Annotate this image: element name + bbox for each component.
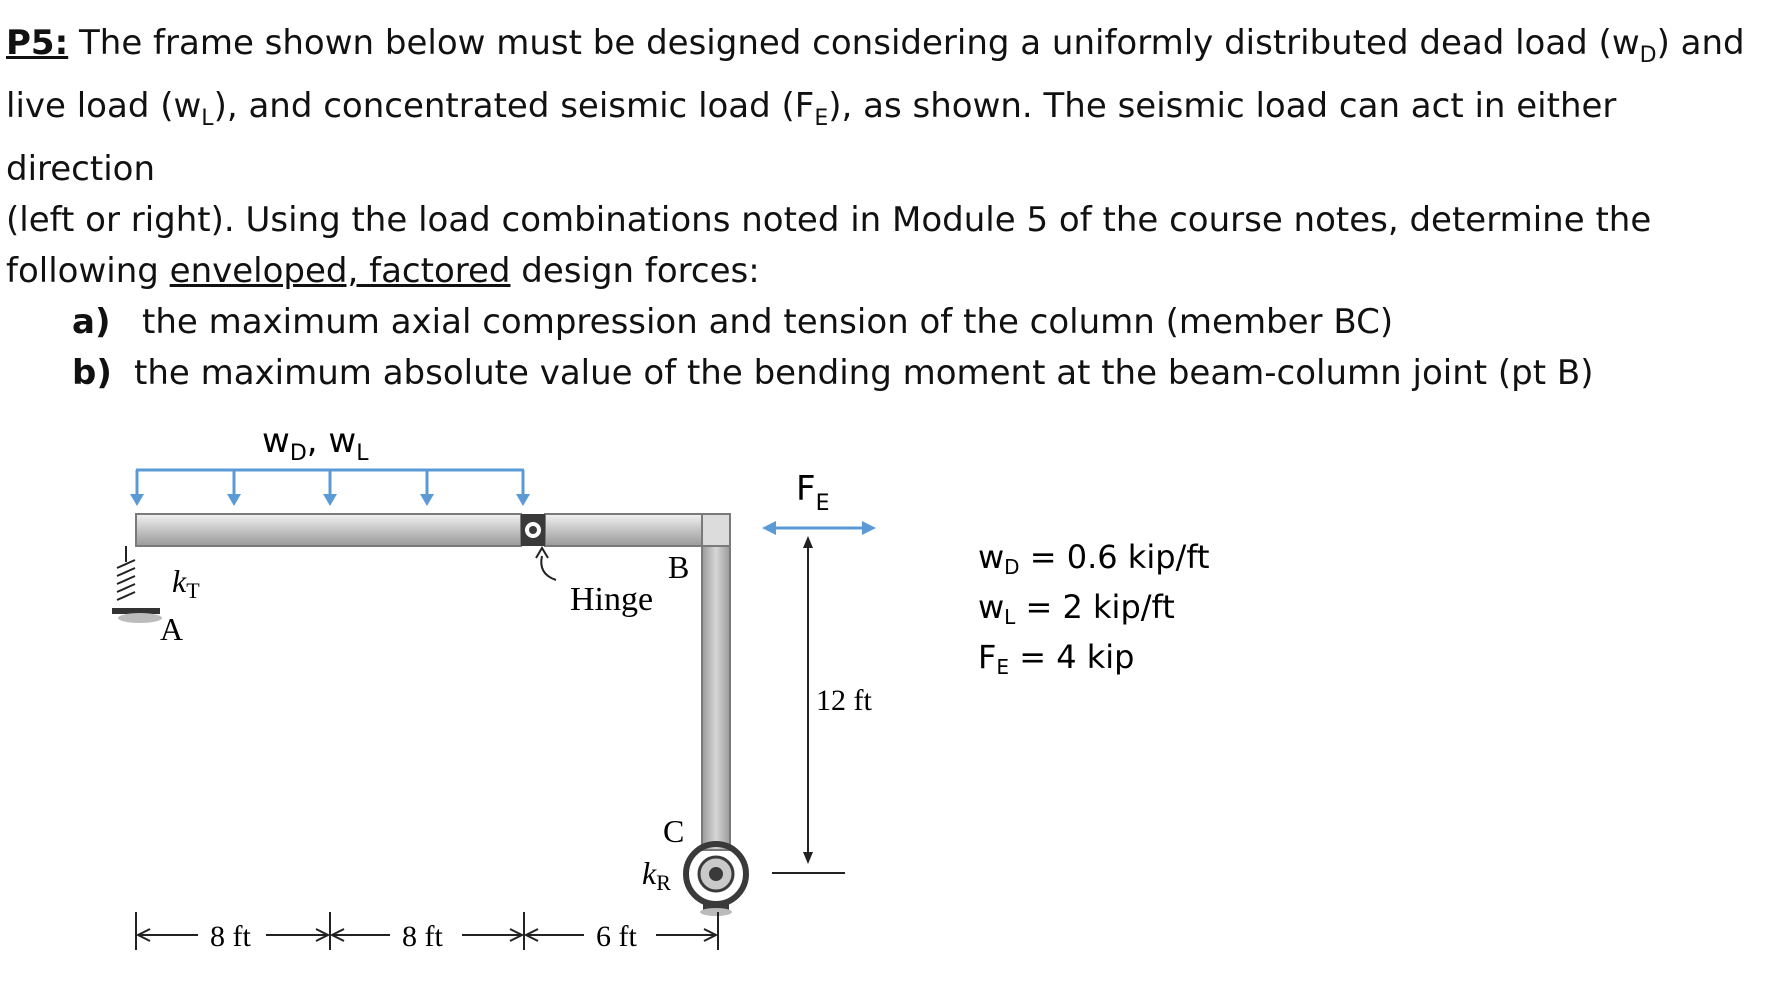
dim-label-2: 8 ft: [402, 920, 443, 953]
hinge-leader: [541, 556, 556, 580]
point-a-label: A: [160, 611, 184, 647]
column-bc: [702, 514, 730, 850]
dim-label-1: 8 ft: [210, 920, 251, 953]
kr-label: kR: [642, 855, 671, 895]
load-arrow: [420, 470, 434, 506]
load-arrow: [516, 470, 530, 506]
load-label: $w_D$, $w_L$: [262, 421, 369, 466]
load-arrow: [130, 470, 144, 506]
problem-line-3: (left or right). Using the load combinations noted in Module 5 of the course notes, determine the: [6, 199, 1652, 240]
problem-line-2: live load $(w_L)$, and concentrated seismic load $(F_E)$, as shown. The seismic load can act in either direction: [6, 85, 1617, 189]
problem-line-4: following enveloped, factored design forces:: [6, 250, 760, 291]
wl-value: wL = 2 kip/ft: [978, 588, 1175, 629]
item-b: b) the maximum absolute value of the bending moment at the beam-column joint (pt B): [72, 352, 1594, 393]
kt-label: kT: [172, 563, 200, 603]
point-c-label: C: [663, 813, 685, 849]
beam-ab: [136, 514, 702, 546]
fe-value: FE = 4 kip: [978, 638, 1135, 679]
problem-line-1: P5: The frame shown below must be designed considering a uniformly distributed dead load $(w_D)$ and: [6, 23, 1745, 68]
rotational-spring-support: [686, 844, 746, 916]
item-a: a) the maximum axial compression and tension of the column (member BC): [72, 301, 1394, 342]
force-label: $F_E$: [796, 469, 830, 516]
point-b-label: B: [668, 549, 690, 585]
problem-label: P5:: [6, 23, 69, 63]
torsion-spring-support: [112, 546, 162, 623]
enveloped-factored-emphasis: enveloped, factored: [169, 250, 511, 291]
hinge-label: Hinge: [570, 581, 654, 618]
seismic-force-arrow: [762, 521, 876, 535]
load-arrow: [227, 470, 241, 506]
dim-label-3: 6 ft: [596, 920, 637, 953]
distributed-load: [130, 470, 530, 506]
wd-value: wD = 0.6 kip/ft: [978, 538, 1210, 579]
load-arrow: [323, 470, 337, 506]
height-label: 12 ft: [816, 684, 872, 717]
